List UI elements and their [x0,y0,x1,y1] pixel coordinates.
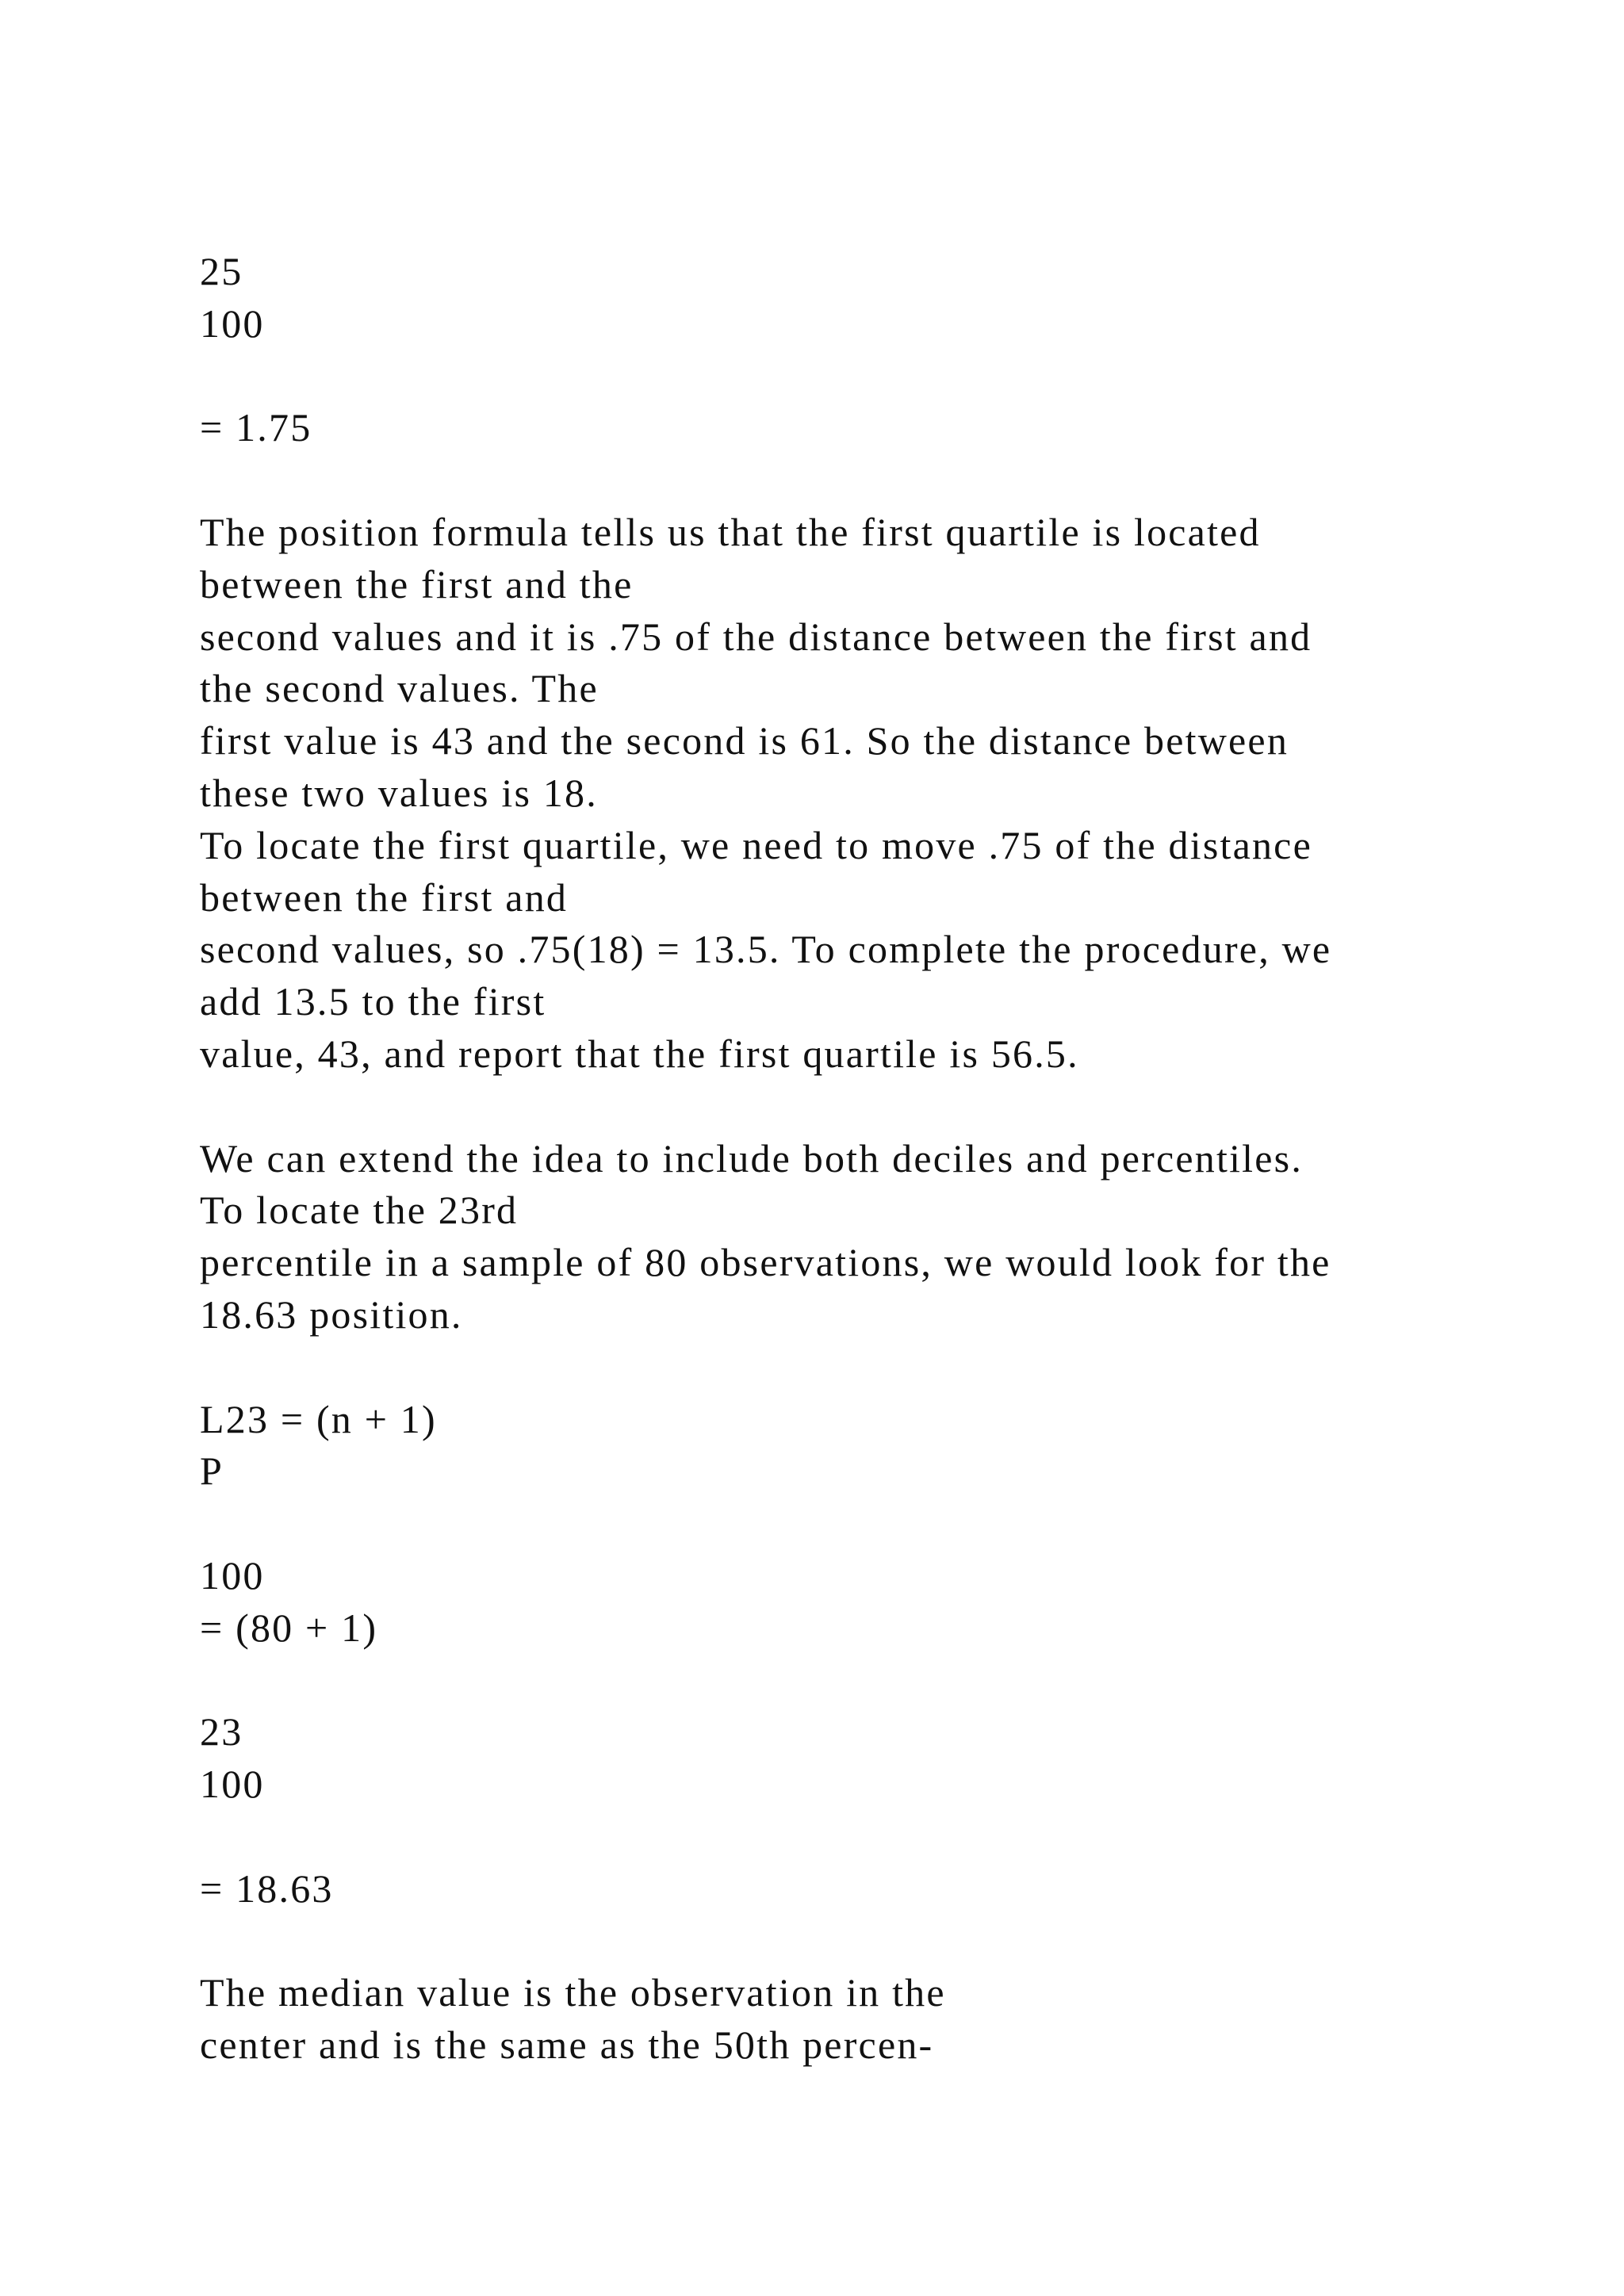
text-line: between the first and [200,874,569,920]
text-line: between the first and the [200,561,634,607]
text-line: To locate the 23rd [200,1188,519,1233]
text-line: second values, so .75(18) = 13.5. To complete the procedure, we [200,927,1332,972]
text-line: 25 [200,249,243,293]
text-line [200,1081,1548,1133]
text-line [200,454,1548,507]
text-line: = 1.75 [200,405,312,450]
text-line: these two values is 18. [200,770,598,815]
text-line: 100 [200,1552,265,1598]
text-line: value, 43, and report that the first quartile is 56.5. [200,1031,1079,1076]
text-line: 18.63 position. [200,1292,463,1337]
document-text [200,246,1548,2072]
text-line: 100 [200,1762,265,1807]
text-line [200,1811,1548,1863]
text-line: L23 = (n + 1) [200,1396,437,1441]
text-line: add 13.5 to the first [200,979,546,1024]
text-line: center and is the same as the 50th percen- [200,2022,934,2068]
text-line: 23 [200,1709,243,1755]
text-line: = (80 + 1) [200,1605,378,1650]
text-line: percentile in a sample of 80 observations, we would look for the [200,1240,1331,1285]
text-line: To locate the first quartile, we need to move .75 of the distance [200,822,1312,867]
text-line: second values and it is .75 of the distance between the first and [200,614,1312,659]
text-line [200,1498,1548,1550]
text-line [200,1915,1548,1968]
text-line [200,1655,1548,1707]
text-line: We can extend the idea to include both deciles and percentiles. [200,1135,1304,1181]
text-line [200,1341,1548,1394]
text-line: The position formula tells us that the first quartile is located [200,509,1261,554]
text-line: P [200,1448,224,1494]
text-line: the second values. The [200,666,599,711]
text-line: The median value is the observation in the [200,1970,946,2015]
text-line: 100 [200,300,265,346]
text-line: = 18.63 [200,1866,334,1911]
text-line: first value is 43 and the second is 61. So the distance between [200,718,1289,763]
text-line [200,350,1548,403]
